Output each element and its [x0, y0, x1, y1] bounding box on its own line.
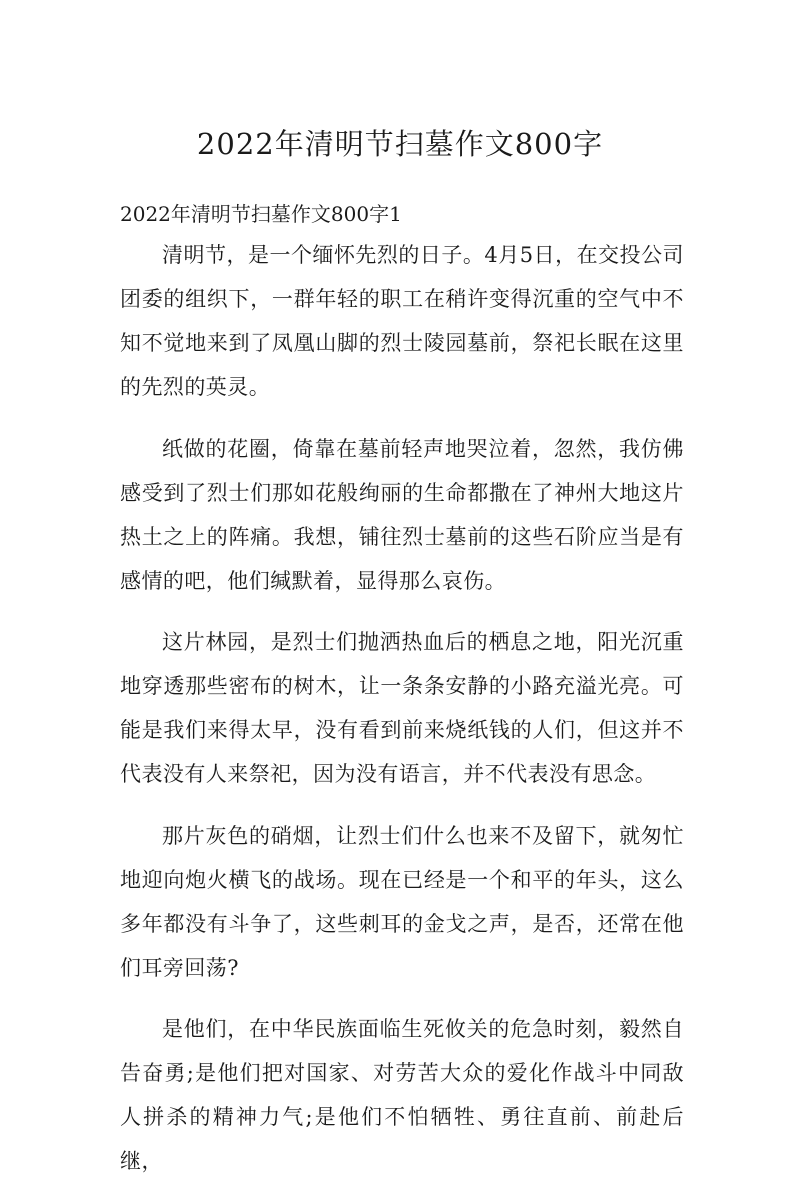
paragraph-2: 纸做的花圈，倚靠在墓前轻声地哭泣着，忽然，我仿佛感受到了烈士们那如花般绚丽的生命都撒在了神州大地这片热土之上的阵痛。我想，铺往烈士墓前的这些石阶应当是有感情的吧，他们缄默着，显得那么哀伤。 [120, 436, 684, 593]
paragraph-5: 是他们，在中华民族面临生死攸关的危急时刻，毅然自告奋勇;是他们把对国家、对劳苦大众的爱化作战斗中同敌人拼杀的精神力气;是他们不怕牺牲、勇往直前、前赴后继， [120, 1017, 684, 1173]
paragraph-1: 清明节，是一个缅怀先烈的日子。4月5日，在交投公司团委的组织下，一群年轻的职工在稍许变得沉重的空气中不知不觉地来到了凤凰山脚的烈士陵园墓前，祭祀长眠在这里的先烈的英灵。 [120, 243, 684, 399]
article-body [120, 233, 684, 1201]
paragraph-4: 那片灰色的硝烟，让烈士们什么也来不及留下，就匆忙地迎向炮火横飞的战场。现在已经是一个和平的年头，这么多年都没有斗争了，这些刺耳的金戈之声，是否，还常在他们耳旁回荡? [120, 823, 684, 980]
paragraph-3: 这片林园，是烈士们抛洒热血后的栖息之地，阳光沉重地穿透那些密布的树木，让一条条安静的小路充溢光亮。可能是我们来得太早，没有看到前来烧纸钱的人们，但这并不代表没有人来祭祀，因为没有语言，并不代表没有思念。 [120, 630, 684, 786]
document-title: 2022年清明节扫墓作文800字 [196, 127, 604, 161]
section-heading: 2022年清明节扫墓作文800字1 [120, 202, 402, 226]
